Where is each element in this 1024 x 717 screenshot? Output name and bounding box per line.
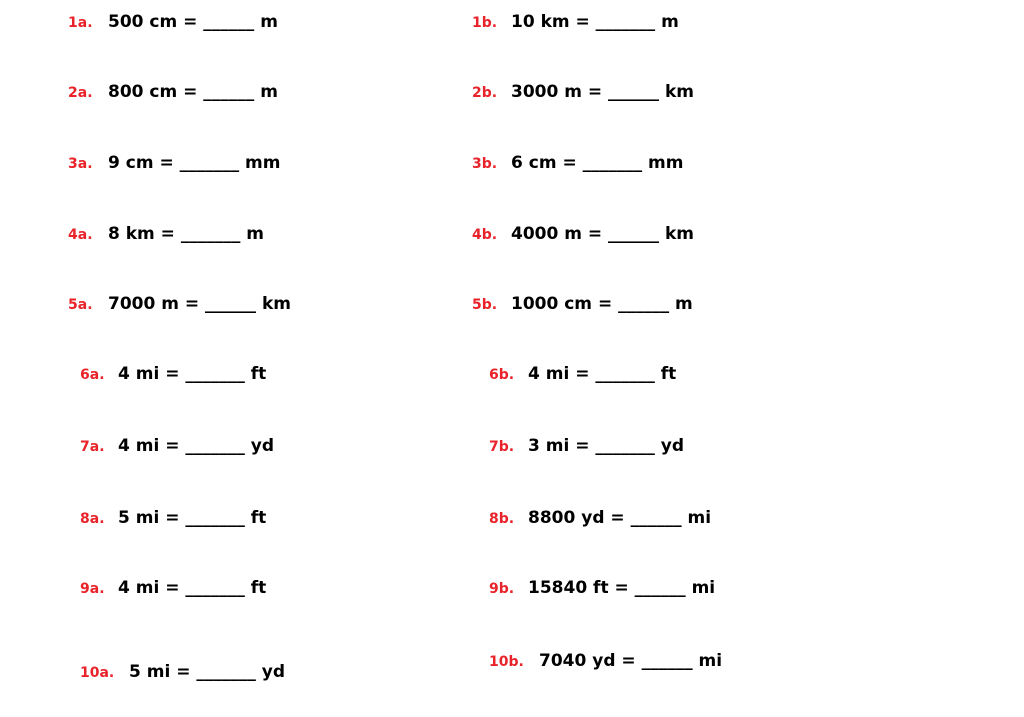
problem-number: 2a. <box>68 85 93 101</box>
problem-expression: 1000 cm = ______ m <box>511 294 693 314</box>
problem-number: 7b. <box>489 439 515 455</box>
problem-number: 1a. <box>68 15 93 31</box>
problem-10a <box>80 662 285 682</box>
problem-1a <box>68 12 278 32</box>
problem-expression: 5 mi = _______ yd <box>129 662 286 682</box>
problem-3b <box>472 153 683 173</box>
problem-number: 9a. <box>80 581 105 597</box>
problem-number: 2b. <box>472 85 498 101</box>
problem-expression: 5 mi = _______ ft <box>118 508 267 528</box>
problem-1b <box>472 12 679 32</box>
problem-8a <box>80 508 266 528</box>
problem-number: 8b. <box>489 511 515 527</box>
problem-5b <box>472 294 693 314</box>
problem-number: 4b. <box>472 227 498 243</box>
problem-5a <box>68 294 291 314</box>
problem-number: 3a. <box>68 156 93 172</box>
problem-expression: 10 km = _______ m <box>511 12 679 32</box>
problem-2b <box>472 82 694 102</box>
problem-number: 4a. <box>68 227 93 243</box>
problem-9a <box>80 578 266 598</box>
problem-number: 5b. <box>472 297 498 313</box>
problem-3a <box>68 153 280 173</box>
problem-expression: 4 mi = _______ ft <box>118 578 267 598</box>
problem-number: 3b. <box>472 156 498 172</box>
problem-10b <box>489 651 722 671</box>
problem-expression: 3000 m = ______ km <box>511 82 694 102</box>
problem-number: 8a. <box>80 511 105 527</box>
problem-6a <box>80 364 266 384</box>
problem-7b <box>489 436 684 456</box>
problem-number: 7a. <box>80 439 105 455</box>
problem-expression: 4 mi = _______ ft <box>118 364 267 384</box>
problem-expression: 4000 m = ______ km <box>511 224 694 244</box>
problem-number: 5a. <box>68 297 93 313</box>
problem-8b <box>489 508 711 528</box>
problem-expression: 4 mi = _______ yd <box>118 436 275 456</box>
problem-expression: 8800 yd = ______ mi <box>528 508 712 528</box>
problem-number: 6a. <box>80 367 105 383</box>
problem-number: 1b. <box>472 15 498 31</box>
problem-6b <box>489 364 676 384</box>
problem-expression: 4 mi = _______ ft <box>528 364 677 384</box>
problem-expression: 3 mi = _______ yd <box>528 436 685 456</box>
problem-2a <box>68 82 278 102</box>
problem-7a <box>80 436 274 456</box>
problem-expression: 7040 yd = ______ mi <box>539 651 723 671</box>
problem-expression: 500 cm = ______ m <box>108 12 278 32</box>
problem-expression: 800 cm = ______ m <box>108 82 278 102</box>
problem-number: 10b. <box>489 654 524 670</box>
problem-number: 9b. <box>489 581 515 597</box>
problem-expression: 15840 ft = ______ mi <box>528 578 716 598</box>
problem-expression: 6 cm = _______ mm <box>511 153 684 173</box>
problem-4a <box>68 224 264 244</box>
problem-expression: 7000 m = ______ km <box>108 294 291 314</box>
problem-9b <box>489 578 715 598</box>
problem-number: 6b. <box>489 367 515 383</box>
problem-expression: 9 cm = _______ mm <box>108 153 281 173</box>
problem-expression: 8 km = _______ m <box>108 224 264 244</box>
problem-4b <box>472 224 694 244</box>
problem-number: 10a. <box>80 665 115 681</box>
